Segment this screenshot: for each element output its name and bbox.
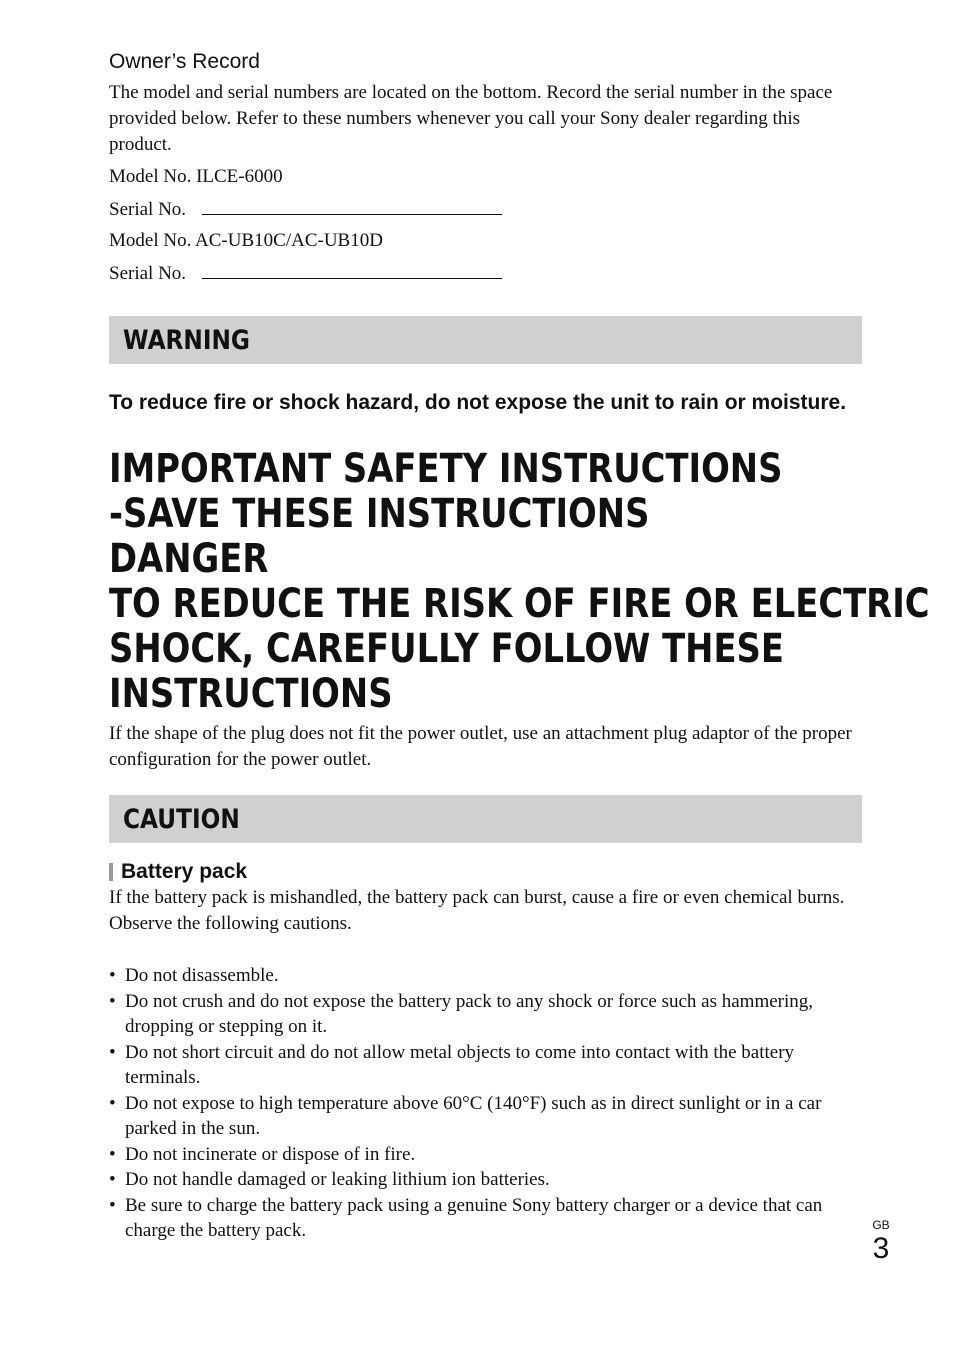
record-line-serial-1 bbox=[109, 196, 862, 222]
important-safety-heading bbox=[109, 446, 930, 717]
battery-pack-subheading bbox=[109, 859, 862, 885]
owners-record-intro: The model and serial numbers are located on the bottom. Record the serial number in the space provided below. Refer to these numbers whenever you call your Sony dealer regarding this product. bbox=[109, 82, 833, 155]
list-item-text: Do not incinerate or dispose of in fire. bbox=[125, 1143, 416, 1165]
record-label: Serial No. bbox=[109, 199, 187, 220]
bullet: • bbox=[109, 965, 116, 986]
record-line-model-2 bbox=[109, 228, 862, 254]
plug-adaptor-text: If the shape of the plug does not fit the power outlet, use an attachment plug adaptor of the proper configuration for the power outlet. bbox=[109, 723, 852, 770]
region-code: GB bbox=[872, 1218, 890, 1232]
list-item bbox=[109, 989, 862, 1040]
bullet: • bbox=[109, 1169, 116, 1190]
list-item bbox=[109, 1040, 862, 1091]
record-label: Model No. AC-UB10C/AC-UB10D bbox=[109, 230, 383, 251]
battery-intro-text: If the battery pack is mishandled, the battery pack can burst, cause a fire or even chemical burns. Observe the following cautions. bbox=[109, 887, 845, 934]
battery-caution-list bbox=[109, 963, 862, 1244]
warning-text: To reduce fire or shock hazard, do not expose the unit to rain or moisture. bbox=[109, 391, 847, 414]
serial-blank-line bbox=[202, 196, 502, 215]
list-item-text: Do not short circuit and do not allow metal objects to come into contact with the battery terminals. bbox=[125, 1041, 795, 1088]
caution-heading: CAUTION bbox=[123, 803, 240, 835]
bullet: • bbox=[109, 1092, 116, 1114]
list-item bbox=[109, 1167, 862, 1193]
record-line-serial-2 bbox=[109, 260, 862, 286]
page-number-tag bbox=[871, 1218, 891, 1266]
list-item-text: Do not crush and do not expose the battery pack to any shock or force such as hammering, dropping or stepping on it. bbox=[125, 990, 814, 1037]
warning-heading-bar bbox=[109, 316, 862, 364]
record-line-model-1 bbox=[109, 164, 862, 190]
record-label: Model No. ILCE-6000 bbox=[109, 166, 283, 187]
important-heading-line: IMPORTANT SAFETY INSTRUCTIONS bbox=[109, 446, 783, 492]
record-label: Serial No. bbox=[109, 263, 187, 284]
list-item bbox=[109, 1193, 862, 1244]
caution-heading-bar bbox=[109, 795, 862, 843]
bullet: • bbox=[109, 1143, 116, 1165]
owners-record-title: Owner’s Record bbox=[109, 50, 260, 73]
list-item bbox=[109, 1142, 862, 1168]
important-heading-line: -SAVE THESE INSTRUCTIONS bbox=[109, 491, 650, 537]
bullet: • bbox=[109, 1041, 116, 1063]
list-item bbox=[109, 1091, 862, 1142]
list-item bbox=[109, 963, 862, 989]
subheading-marker bbox=[109, 863, 113, 881]
serial-blank-line bbox=[202, 260, 502, 279]
battery-pack-title: Battery pack bbox=[121, 860, 248, 883]
bullet: • bbox=[109, 1194, 116, 1216]
list-item-text: Do not expose to high temperature above 60°C (140°F) such as in direct sunlight or in a car parked in the sun. bbox=[125, 1092, 822, 1139]
important-heading-line: SHOCK, CAREFULLY FOLLOW THESE bbox=[109, 626, 784, 672]
list-item-text: Do not disassemble. bbox=[125, 965, 279, 986]
warning-heading: WARNING bbox=[123, 324, 250, 356]
important-heading-line: TO REDUCE THE RISK OF FIRE OR ELECTRIC bbox=[109, 581, 930, 627]
bullet: • bbox=[109, 990, 116, 1012]
list-item-text: Be sure to charge the battery pack using a genuine Sony battery charger or a device that can charge the battery pack. bbox=[125, 1194, 823, 1241]
important-heading-line: INSTRUCTIONS bbox=[109, 671, 393, 717]
page-number: 3 bbox=[872, 1232, 890, 1265]
important-heading-line: DANGER bbox=[109, 536, 269, 582]
list-item-text: Do not handle damaged or leaking lithium ion batteries. bbox=[125, 1169, 550, 1190]
